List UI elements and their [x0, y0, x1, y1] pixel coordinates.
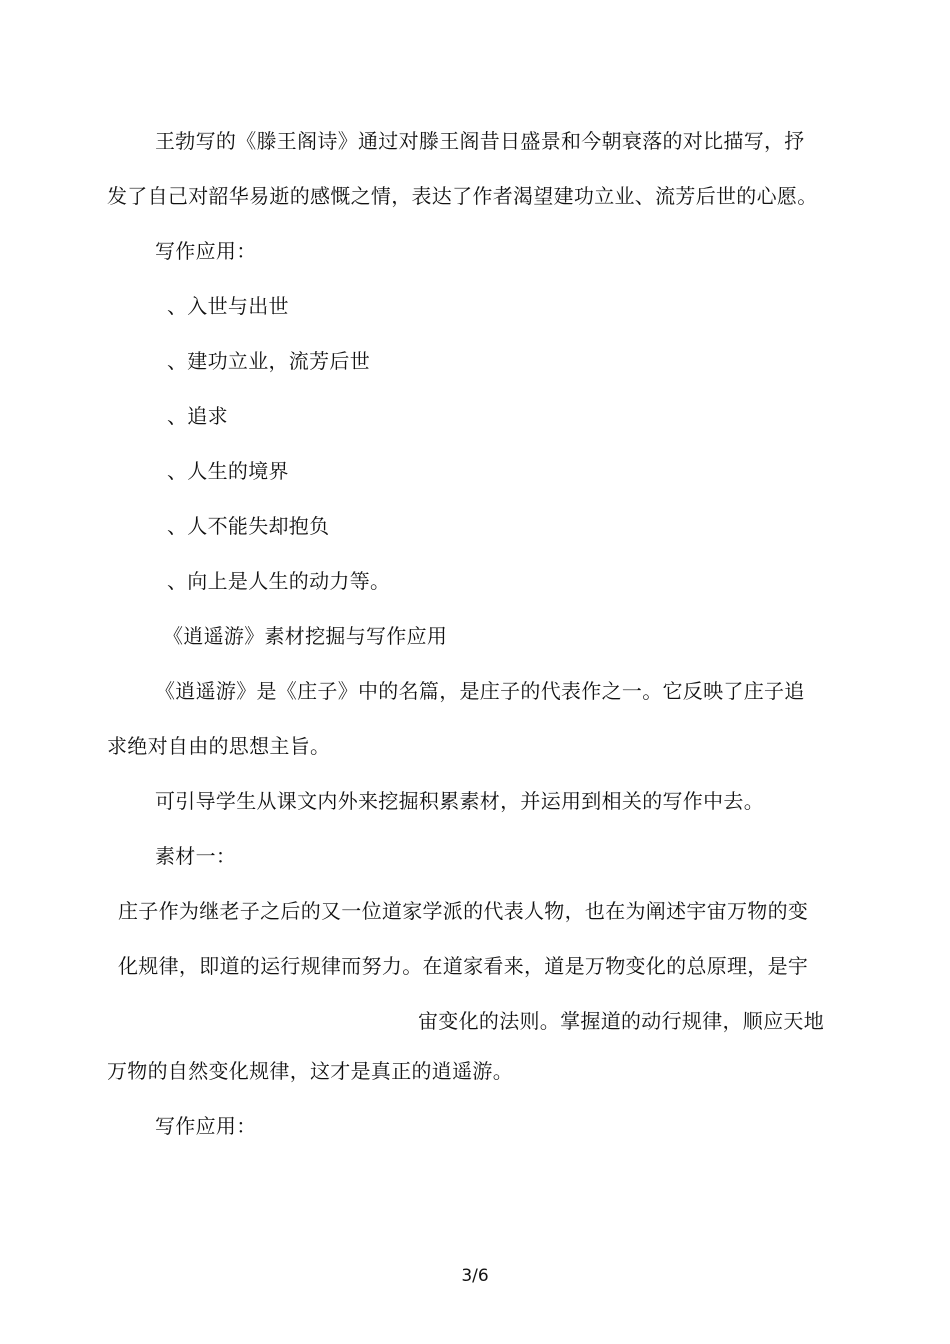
intro-line-2: 发了自己对韶华易逝的感慨之情，表达了作者渴望建功立业、流芳后世的心愿。 [107, 184, 818, 208]
section-paragraph-1-line-2: 求绝对自由的思想主旨。 [107, 734, 331, 758]
bullet-item: 、人不能失却抱负 [167, 514, 330, 538]
page-number: 3/6 [461, 1266, 489, 1286]
intro-line-1: 王勃写的《滕王阁诗》通过对滕王阁昔日盛景和今朝衰落的对比描写，抒 [155, 129, 805, 153]
bullet-item: 、追求 [167, 404, 228, 428]
bullet-item: 、人生的境界 [167, 459, 289, 483]
material-heading: 素材一： [155, 844, 237, 868]
material-line-4: 万物的自然变化规律，这才是真正的逍遥游。 [107, 1059, 513, 1083]
writing-heading-2: 写作应用： [155, 1114, 257, 1138]
bullet-item: 、入世与出世 [167, 294, 289, 318]
section-paragraph-1-line-1: 《逍遥游》是《庄子》中的名篇，是庄子的代表作之一。它反映了庄子追 [155, 679, 805, 703]
section-paragraph-2: 可引导学生从课文内外来挖掘积累素材，并运用到相关的写作中去。 [155, 789, 764, 813]
bullet-item: 、建功立业，流芳后世 [167, 349, 370, 373]
bullet-item: 、向上是人生的动力等。 [167, 569, 391, 593]
material-line-2: 化规律，即道的运行规律而努力。在道家看来，道是万物变化的总原理，是宇 [118, 954, 809, 978]
writing-heading-1: 写作应用： [155, 239, 257, 263]
material-line-1: 庄子作为继老子之后的又一位道家学派的代表人物，也在为阐述宇宙万物的变 [118, 899, 809, 923]
material-line-3: 宙变化的法则。掌握道的动行规律，顺应天地 [418, 1009, 824, 1033]
section-title: 《逍遥游》素材挖掘与写作应用 [163, 624, 448, 648]
